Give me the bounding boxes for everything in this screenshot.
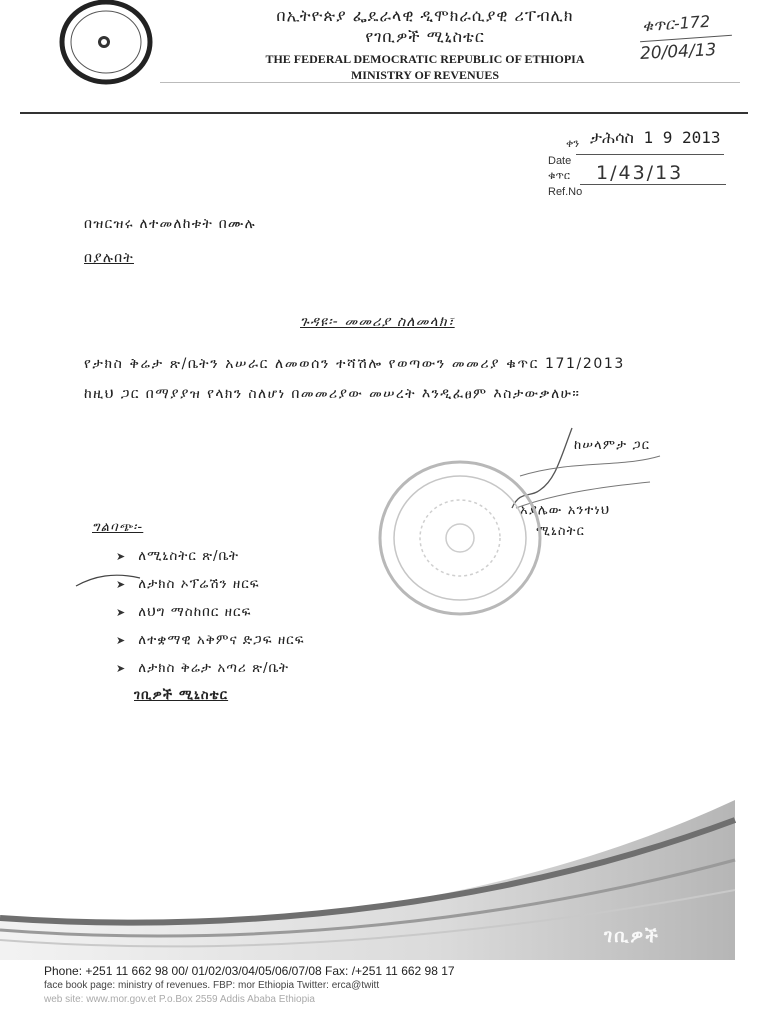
body-paragraph-line1: የታክስ ቅሬታ ጽ/ቤትን አሠራር ለመወሰን ተሻሽሎ የወጣውን መመሪያ ቁጥር 171/2013 (84, 356, 625, 372)
header-english-line2: MINISTRY OF REVENUES (350, 68, 500, 82)
cc-heading: ግልባጭ፡- (92, 520, 144, 535)
cc-list-item: ➤ ለታክስ ኦፕሬሽን ዘርፍ (116, 576, 260, 592)
date-line (576, 154, 724, 155)
ref-value: 1/43/13 (596, 162, 684, 184)
cc-list-item: ➤ ለህግ ማስከበር ዘርፍ (116, 604, 252, 620)
cc-list-item: ➤ ለሚኒስትር ጽ/ቤት (116, 548, 239, 564)
header-english-line1: THE FEDERAL DEMOCRATIC REPUBLIC OF ETHIOPIA (265, 52, 585, 66)
cc-closing-ministry: ገቢዎች ሚኒስቴር (134, 688, 229, 703)
pen-mark-icon (74, 568, 144, 592)
footer-social: face book page: ministry of revenues. FBP: mor Ethiopia Twitter: erca@twitt (44, 980, 380, 991)
emblem-seal-icon (56, 0, 156, 90)
footer-web-address: web site: www.mor.gov.et P.o.Box 2559 Addis Ababa Ethiopia (44, 994, 315, 1005)
signatory-name: አያሌው አንተነህ (520, 503, 611, 518)
recipient-location: በያሉበት (84, 250, 134, 266)
handwritten-date: 20/04/13 (639, 40, 717, 64)
signature-closing: ከሠላምታ ጋር (574, 438, 651, 453)
body-paragraph-line2: ከዚህ ጋር በማያያዝ የላክን ስለሆነ በመመሪያው መሠረት እንዲፈፀም እስታውቃለሁ። (84, 386, 581, 402)
handwritten-reference: ቁጥር-172 (641, 11, 711, 36)
recipient-line: በዝርዝሩ ለተመለከቱት በሙሉ (84, 216, 256, 232)
ref-label-english: Ref.No (548, 186, 583, 198)
ref-line (580, 184, 726, 185)
cc-list-item: ➤ ለተቋማዊ አቅምና ድጋፍ ዘርፍ (116, 632, 305, 648)
cc-list-item: ➤ ለታክስ ቅሬታ አጣሪ ጽ/ቤት (116, 660, 289, 676)
date-label-amharic: ቀን (566, 138, 580, 150)
date-value: ታሕሳስ 1 9 2013 (590, 128, 721, 147)
header-thin-rule (160, 82, 740, 83)
footer-watermark: ገቢዎች (604, 926, 660, 947)
header-amharic-line1: በኢትዮጵያ ፌዴራላዊ ዲሞክራሲያዊ ሪፐብሊክ (276, 6, 574, 25)
header-amharic-line2: የገቢዎች ሚኒስቴር (365, 27, 485, 46)
subject-line: ጉዳዩ፡- መመሪያ ስለመላክ፣ (300, 314, 455, 330)
official-stamp-icon (376, 458, 544, 618)
footer-wave-graphic (0, 790, 768, 980)
signatory-title: ሚኒስትር (536, 524, 586, 539)
header-rule (20, 112, 748, 114)
ref-label-amharic: ቁጥር (548, 170, 570, 182)
date-label-english: Date (548, 155, 572, 167)
footer-phone-fax: Phone: +251 11 662 98 00/ 01/02/03/04/05/06/07/08 Fax: /+251 11 662 98 17 (44, 964, 455, 978)
